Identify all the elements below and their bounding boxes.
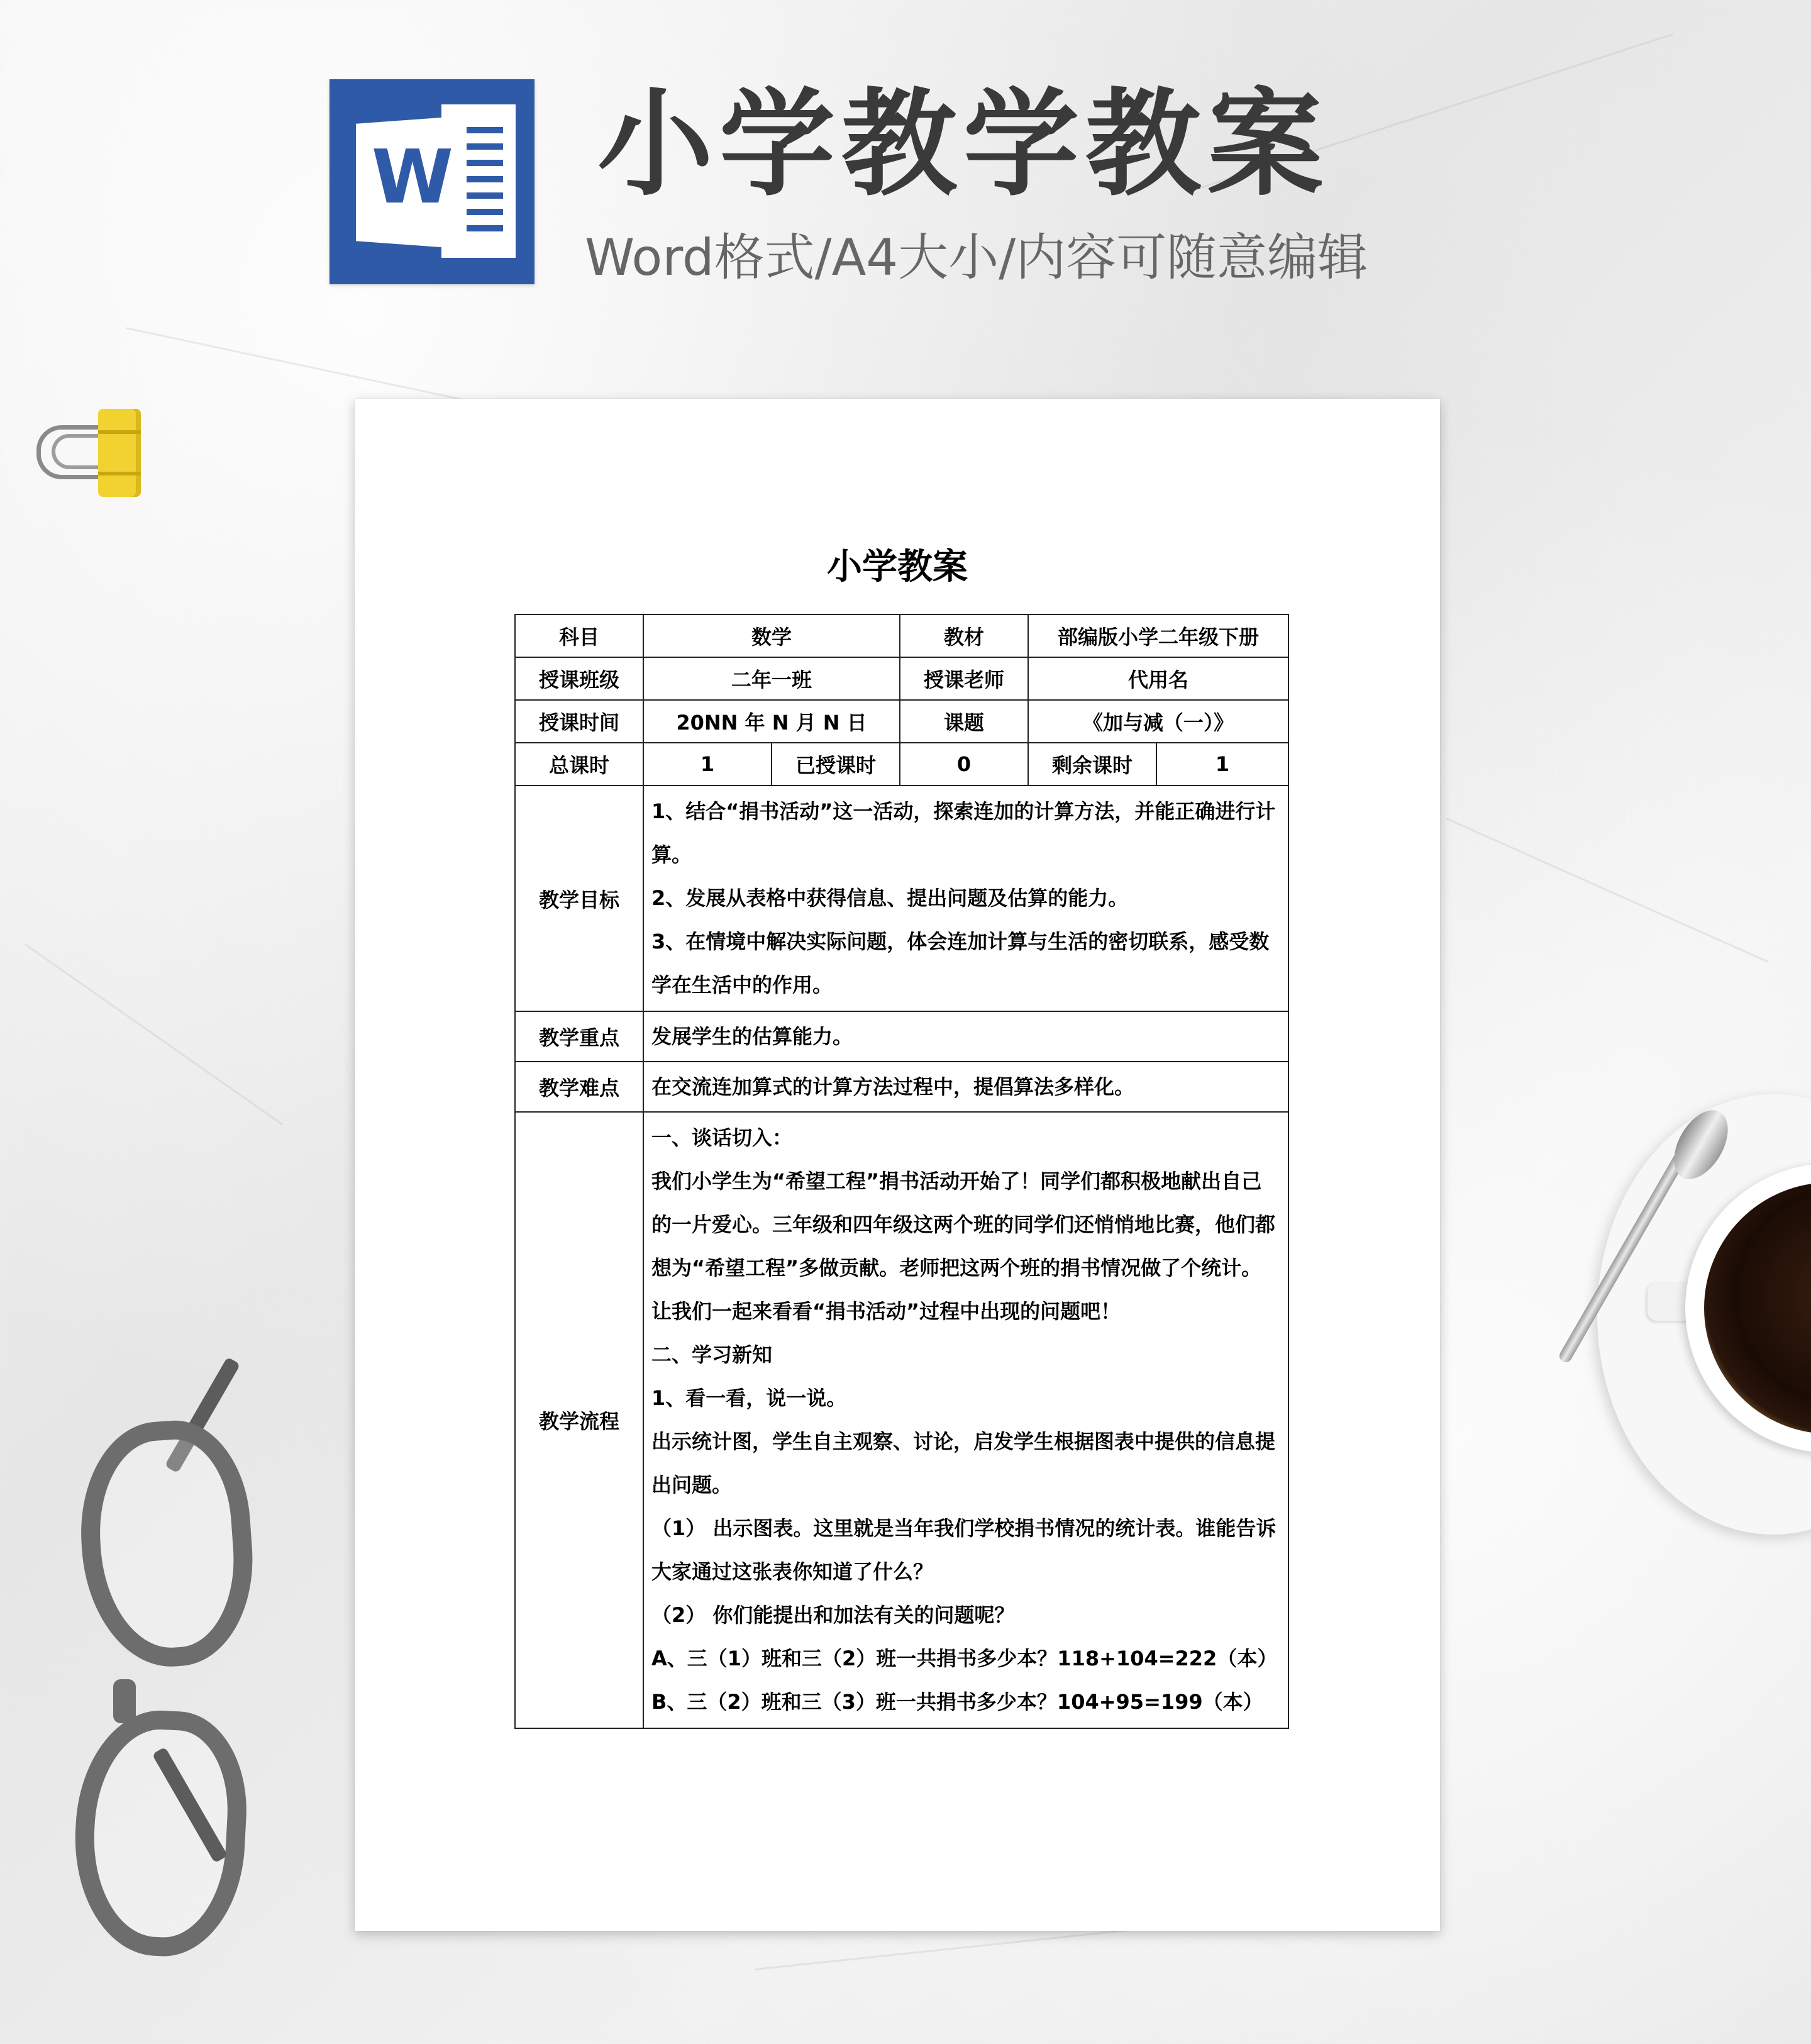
table-row: [515, 743, 1288, 786]
key-point-text: 发展学生的估算能力。: [651, 1025, 853, 1048]
remaining-hours-label: 剩余课时: [1028, 743, 1156, 786]
class-label: 授课班级: [515, 657, 643, 700]
key-point-content: [643, 1011, 1288, 1062]
time-label: 授课时间: [515, 700, 643, 743]
process-item: 一、谈话切入：: [651, 1126, 793, 1150]
class-value: 二年一班: [643, 657, 900, 700]
document-page: [355, 399, 1440, 1931]
marble-vein: [25, 943, 283, 1125]
process-item: 1、看一看，说一说。: [651, 1386, 847, 1410]
table-row: [515, 614, 1288, 657]
time-value: 20NN 年 N 月 N 日: [643, 700, 900, 743]
remaining-hours-value: 1: [1156, 743, 1288, 786]
process-item: （1） 出示图表。这里就是当年我们学校捐书情况的统计表。谁能告诉大家通过这张表你知道了什么？: [651, 1516, 1277, 1584]
goals-label: 教学目标: [515, 786, 643, 1011]
process-label: 教学流程: [515, 1112, 643, 1728]
document-title: 小学教案: [827, 547, 968, 587]
process-item: A、三（1）班和三（2）班一共捐书多少本？118+104=222（本）: [651, 1647, 1278, 1670]
table-row: [515, 700, 1288, 743]
word-icon: [330, 79, 534, 284]
subject-value: 数学: [643, 614, 900, 657]
page-title: 小学教学教案: [597, 77, 1330, 212]
topic-value: 《加与减（一）》: [1028, 700, 1288, 743]
textbook-value: 部编版小学二年级下册: [1028, 614, 1288, 657]
table-row: [515, 1112, 1288, 1728]
process-item: B、三（2）班和三（3）班一共捐书多少本？104+95=199（本）: [651, 1690, 1263, 1714]
process-item: （2） 你们能提出和加法有关的问题呢？: [651, 1603, 1015, 1627]
goals-content: [643, 786, 1288, 1011]
table-row: [515, 1062, 1288, 1112]
topic-label: 课题: [900, 700, 1028, 743]
difficulty-text: 在交流连加算式的计算方法过程中，提倡算法多样化。: [651, 1075, 1135, 1099]
goal-item: 2、发展从表格中获得信息、提出问题及估算的能力。: [651, 886, 1129, 910]
word-icon-letter: W: [371, 133, 454, 220]
teacher-value: 代用名: [1028, 657, 1288, 700]
process-item: 我们小学生为“希望工程”捐书活动开始了！同学们都积极地献出自己的一片爱心。三年级和四年级这两个班的同学们还悄悄地比赛，他们都想为“希望工程”多做贡献。老师把这两个班的捐书情况做了个统计。让我们一起来看看“捐书活动”过程中出现的问题吧！: [651, 1169, 1276, 1323]
teacher-label: 授课老师: [900, 657, 1028, 700]
textbook-label: 教材: [900, 614, 1028, 657]
table-row: [515, 1011, 1288, 1062]
process-item: 二、学习新知: [651, 1343, 773, 1367]
goal-item: 3、在情境中解决实际问题，体会连加计算与生活的密切联系，感受数学在生活中的作用。: [651, 930, 1270, 997]
taught-hours-label: 已授课时: [772, 743, 900, 786]
coffee-cup-icon: [1597, 1094, 1811, 1547]
glasses-icon: [69, 1352, 258, 1906]
total-hours-label: 总课时: [515, 743, 643, 786]
process-content: [643, 1112, 1288, 1728]
page-subtitle: Word格式/A4大小/内容可随意编辑: [585, 228, 1368, 287]
binder-clip-icon: [36, 409, 150, 497]
process-item: 出示统计图，学生自主观察、讨论，启发学生根据图表中提供的信息提出问题。: [651, 1430, 1276, 1497]
taught-hours-value: 0: [900, 743, 1028, 786]
total-hours-value: 1: [643, 743, 772, 786]
goal-item: 1、结合“捐书活动”这一活动，探索连加的计算方法，并能正确进行计算。: [651, 799, 1276, 867]
key-point-label: 教学重点: [515, 1011, 643, 1062]
difficulty-content: [643, 1062, 1288, 1112]
marble-vein: [1446, 818, 1768, 963]
lesson-plan-table: [514, 614, 1289, 1729]
table-row: [515, 786, 1288, 1011]
subject-label: 科目: [515, 614, 643, 657]
table-row: [515, 657, 1288, 700]
difficulty-label: 教学难点: [515, 1062, 643, 1112]
